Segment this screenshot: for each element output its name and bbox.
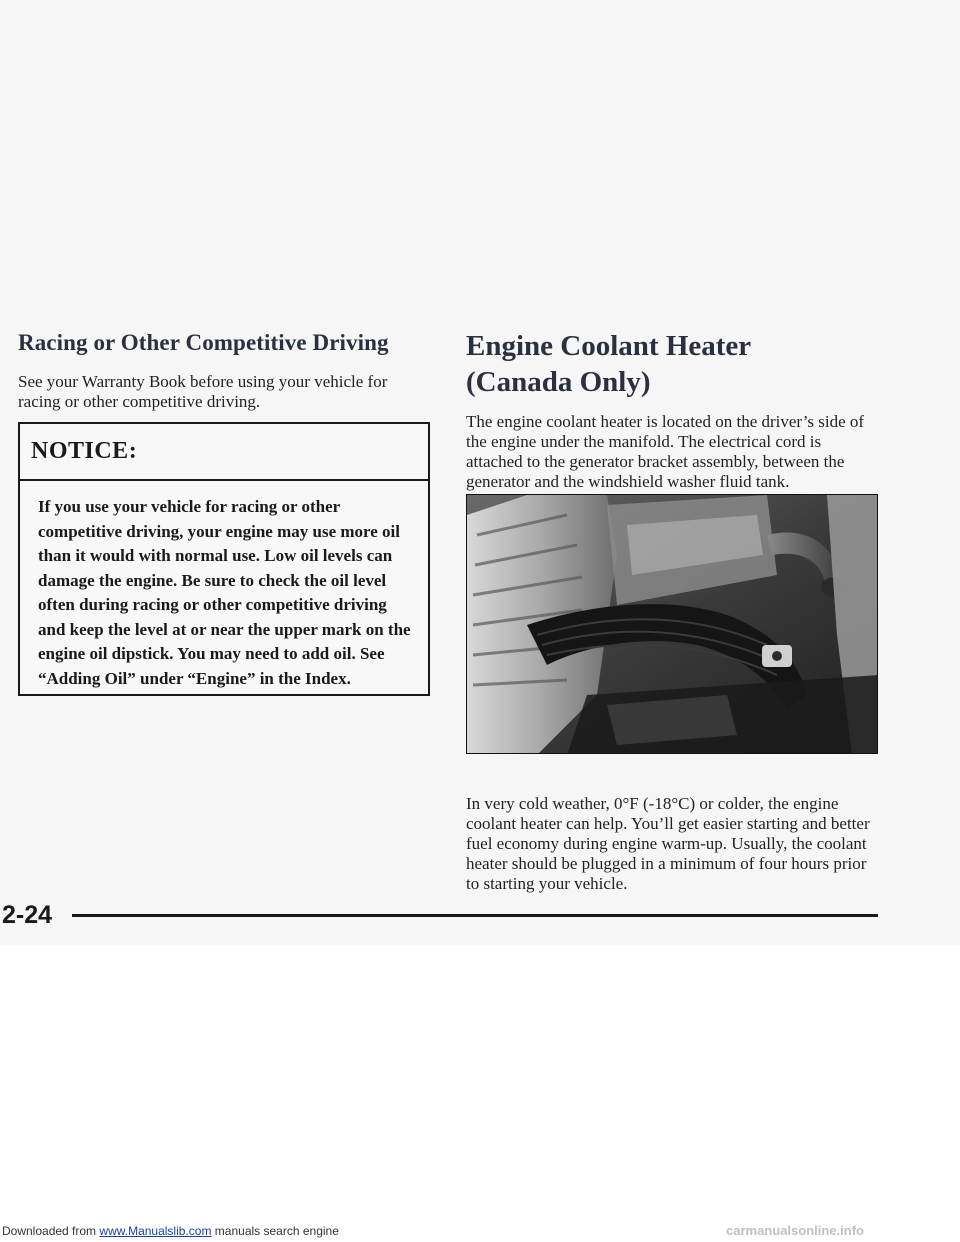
download-suffix: manuals search engine (214, 1224, 339, 1238)
watermark: carmanualsonline.info (726, 1223, 864, 1238)
racing-section-title: Racing or Other Competitive Driving (18, 330, 389, 355)
download-credit (2, 1224, 339, 1238)
notice-box (18, 422, 430, 696)
racing-intro-text: See your Warranty Book before using your vehicle for racing or other competitive driving. (18, 372, 388, 411)
page-number: 2-24 (2, 901, 53, 929)
manualslib-link[interactable]: www.Manualslib.com (99, 1224, 212, 1238)
engine-coolant-heater-photo (466, 494, 878, 754)
coolant-heater-location-text: The engine coolant heater is located on the driver’s side of the engine under the manifold. The electrical cord is attached to the generator bracket assembly, between the generator and the windshield washer fluid tank. (466, 412, 865, 491)
racing-section (18, 328, 430, 412)
coolant-heater-usage-text: In very cold weather, 0°F (-18°C) or colder, the engine coolant heater can help. You’ll get easier starting and better fuel economy during engine warm-up. Usually, the coolant heater should be plugged in a minimum of four hours prior to starting your vehicle. (466, 794, 870, 893)
engine-photo-illustration (467, 495, 878, 754)
notice-text: If you use your vehicle for racing or other competitive driving, your engine may use more oil than it would with normal use. Low oil levels can damage the engine. Be sure to check the oil level often during racing or other competitive driving and keep the level at or near the upper mark on the engine oil dipstick. You may need to add oil. See “Adding Oil” under “Engine” in the Index. (38, 497, 411, 688)
coolant-heater-title-line2: (Canada Only) (466, 366, 651, 398)
download-prefix: Downloaded from (2, 1224, 97, 1238)
notice-label: NOTICE: (20, 424, 428, 481)
coolant-heater-usage (466, 794, 878, 894)
coolant-heater-section (466, 328, 878, 492)
footer-rule (72, 914, 878, 917)
coolant-heater-title-line1: Engine Coolant Heater (466, 330, 752, 362)
